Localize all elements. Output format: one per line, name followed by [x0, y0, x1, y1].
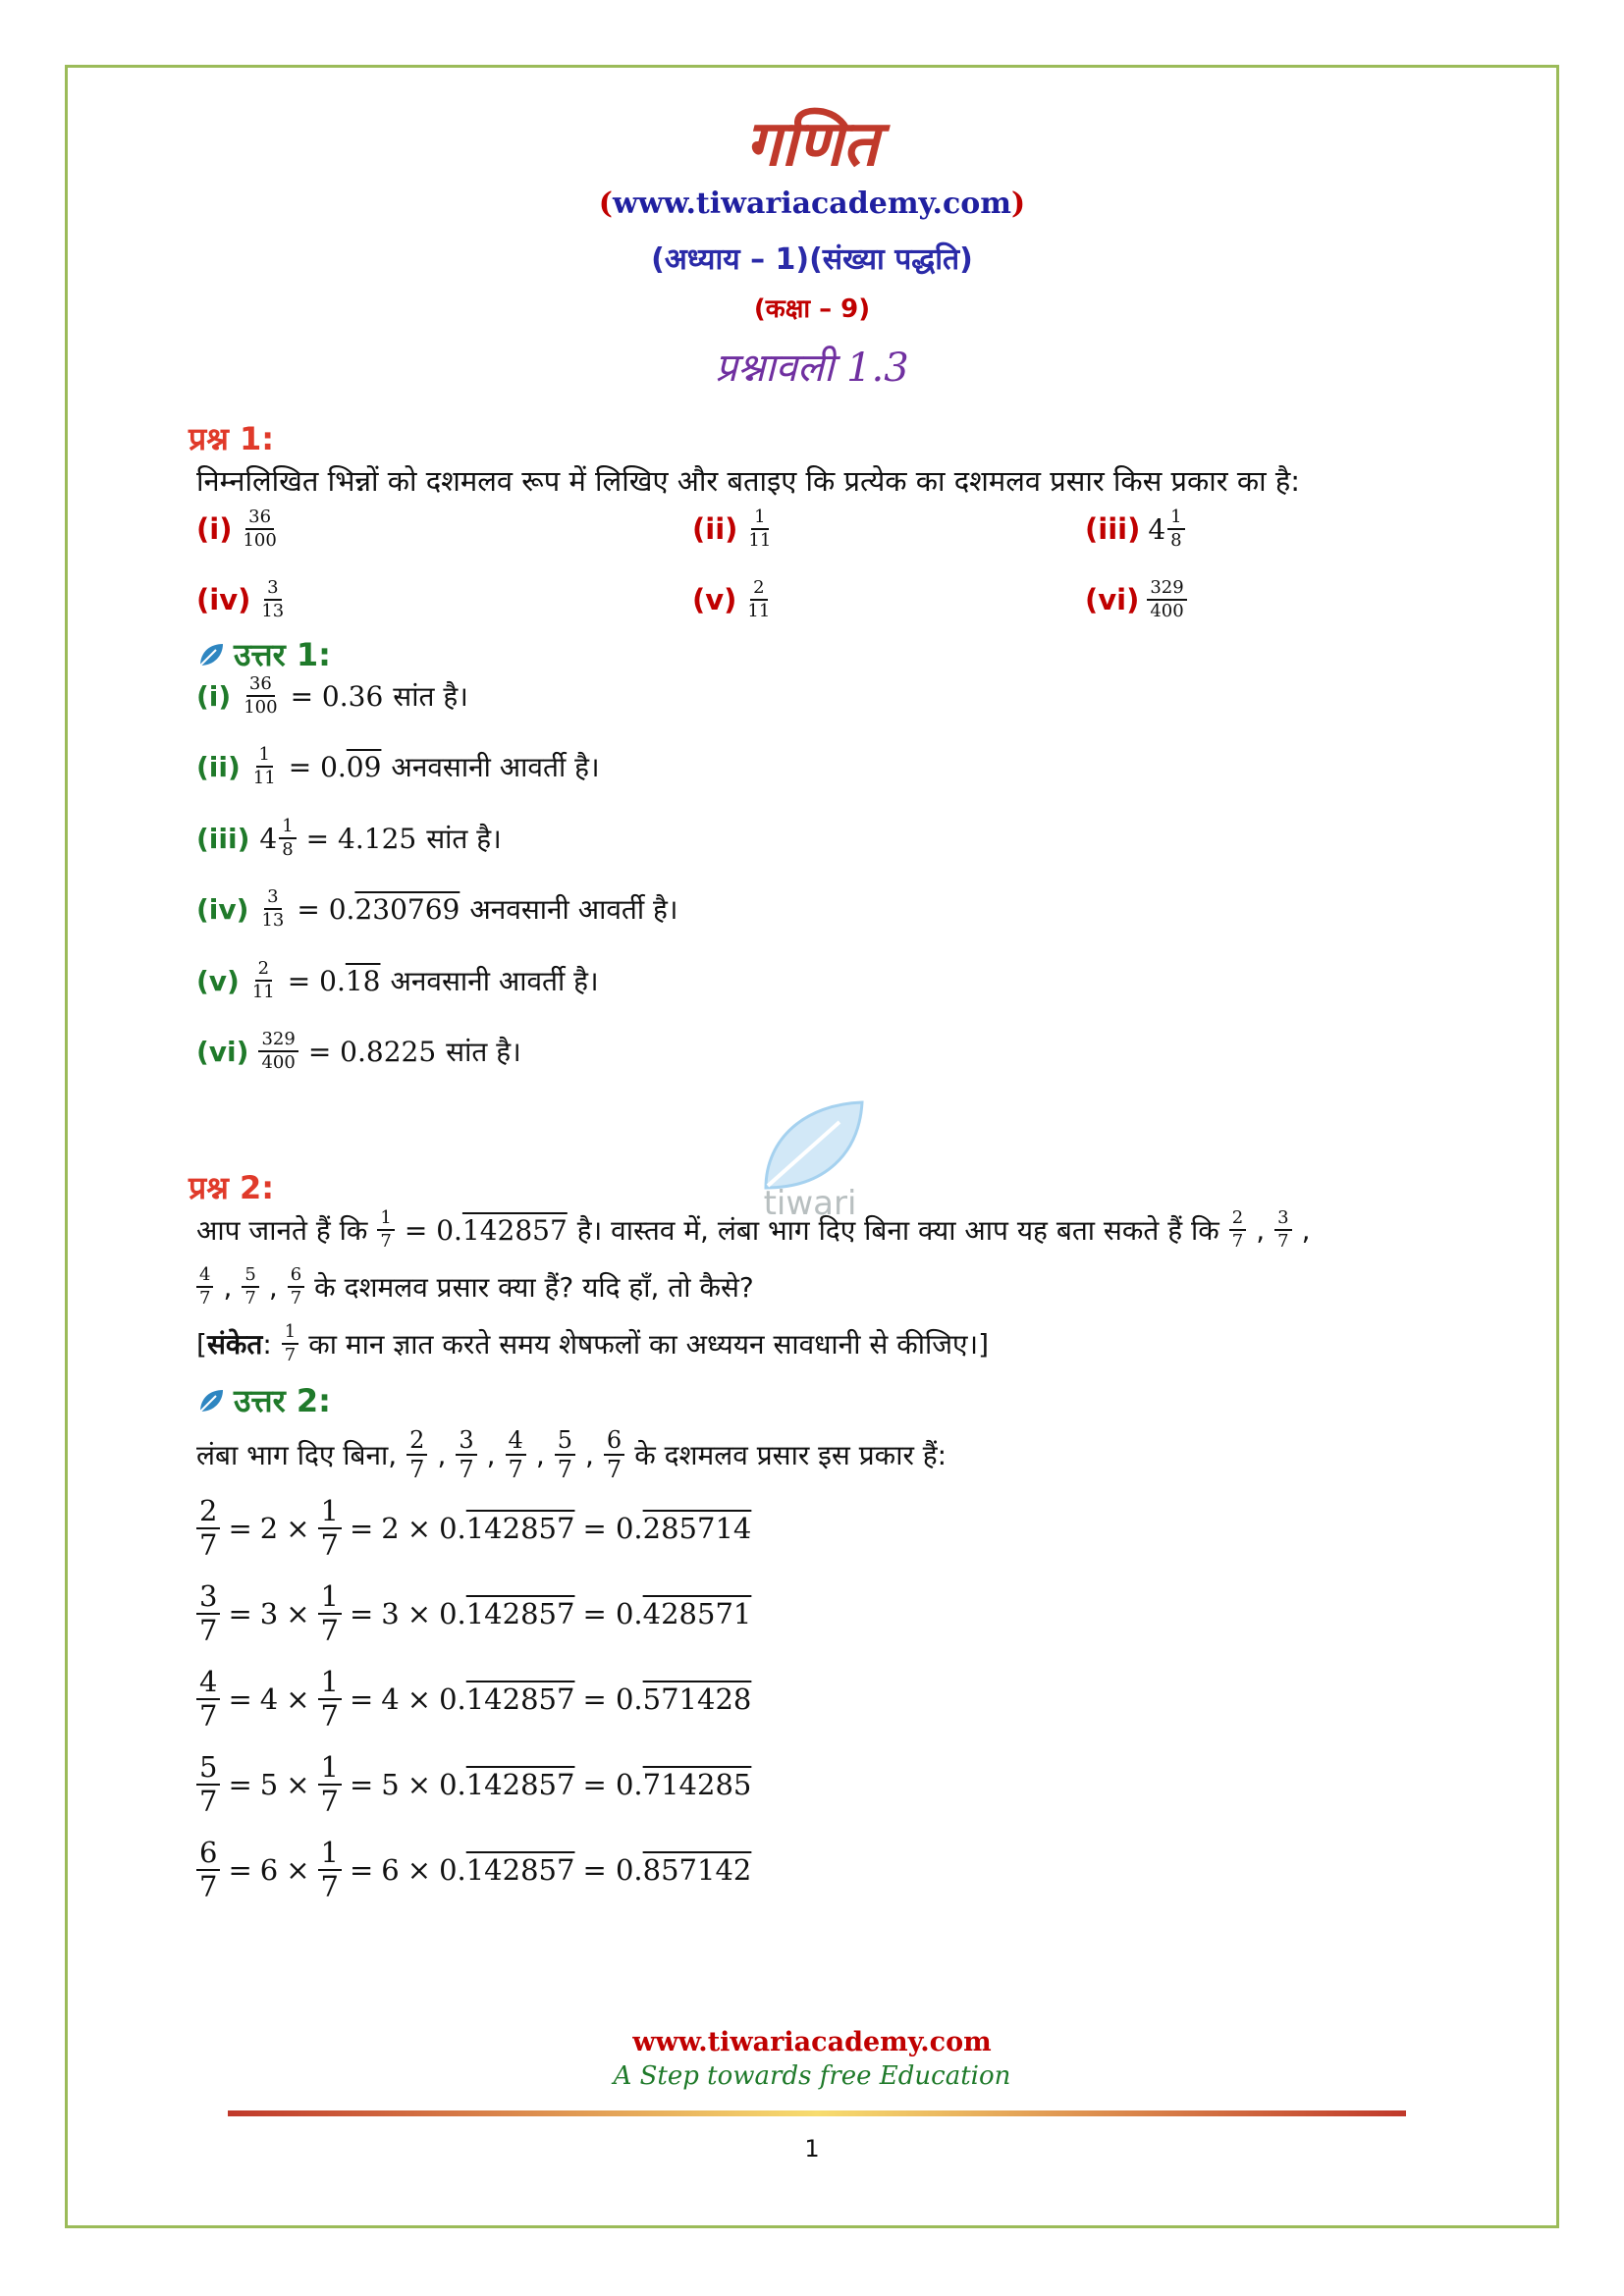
denominator: 11 — [748, 530, 772, 551]
page-number: 1 — [804, 2135, 820, 2163]
numerator: 6 — [604, 1428, 624, 1456]
numerator: 1 — [377, 1209, 394, 1231]
fraction — [318, 1665, 342, 1733]
part-label: (v) — [196, 964, 240, 997]
numerator: 6 — [196, 1839, 220, 1871]
equals-sign: = — [228, 1512, 252, 1545]
denominator: 13 — [261, 601, 285, 621]
part-label: (iv) — [196, 892, 249, 926]
part-label: (ii) — [692, 512, 738, 546]
denominator: 11 — [252, 768, 276, 788]
answer-type: अनवसानी आवर्ती है। — [391, 751, 600, 783]
numerator: 4 — [506, 1428, 526, 1456]
decimal-prefix: 0. — [439, 1853, 466, 1887]
times-sign: × — [286, 1768, 310, 1801]
denominator: 400 — [1150, 601, 1184, 621]
decimal-value — [308, 1036, 436, 1068]
numerator: 3 — [1274, 1209, 1291, 1231]
part-label: (ii) — [196, 750, 241, 783]
fraction — [242, 1266, 258, 1308]
fraction — [506, 1428, 526, 1481]
numerator: 1 — [282, 1323, 298, 1345]
q2-intro: आप जानते हैं कि — [196, 1214, 368, 1247]
equals-sign: = — [349, 1768, 374, 1801]
hint-bracket: [ — [196, 1328, 207, 1361]
decimal-prefix: = 0. — [288, 750, 347, 783]
hint-colon: : — [262, 1328, 272, 1361]
result-digits: 571428 — [642, 1682, 752, 1716]
numerator: 4 — [196, 1266, 213, 1288]
q1-part-v — [692, 579, 773, 620]
repeating-digits: 09 — [346, 750, 382, 783]
times-sign: × — [286, 1853, 310, 1887]
equals-sign: = — [228, 1597, 252, 1630]
equation-row — [196, 1665, 752, 1733]
decimal-prefix: = 0.36 — [290, 679, 384, 713]
repeating-digits: 18 — [345, 964, 381, 997]
result-digits: 714285 — [642, 1768, 752, 1801]
multiplier: 6 — [259, 1853, 279, 1887]
equals-sign: = — [228, 1768, 252, 1801]
question-2-hint — [196, 1323, 989, 1364]
denominator: 7 — [199, 1699, 218, 1733]
fraction — [196, 1579, 220, 1647]
fraction — [1167, 508, 1184, 550]
fraction — [318, 1836, 342, 1903]
decimal-prefix: = 0. — [582, 1597, 643, 1630]
multiplier: 5 — [381, 1768, 400, 1801]
question-2-heading: प्रश्न 2: — [189, 1169, 275, 1206]
part-label: (iii) — [1085, 512, 1141, 546]
fraction — [196, 1266, 213, 1308]
multiplier: 6 — [381, 1853, 400, 1887]
multiplier: 4 — [259, 1682, 279, 1716]
denominator: 7 — [320, 1870, 339, 1903]
answer-2-intro: लंबा भाग दिए बिना, $\frac{2}{7}$ , $\frac{3}{7}$ , $\frac{4}{7}$ , $\frac{5}{7}$ , $\frac{6}{7}$ के दशमलव प्रसार इस प्रकार हैं: — [196, 1426, 947, 1483]
equals-sign: = — [349, 1597, 374, 1630]
chapter-title: (अध्याय – 1)(संख्या पद्धति) — [651, 242, 973, 277]
denominator: 400 — [261, 1052, 296, 1073]
multiplier: 3 — [381, 1597, 400, 1630]
fraction — [745, 508, 774, 550]
denominator: 7 — [320, 1528, 339, 1562]
decimal-value — [297, 893, 460, 926]
decimal-prefix: = 0. — [404, 1213, 462, 1247]
q1-part-iv — [196, 579, 287, 620]
result-digits: 428571 — [642, 1597, 752, 1630]
denominator: 7 — [459, 1456, 474, 1483]
denominator: 7 — [244, 1288, 256, 1308]
numerator: 3 — [196, 1582, 220, 1615]
question-2-line-1: आप जानते हैं कि $\frac{1}{7}$ = 0.142857 है। वास्तव में, लंबा भाग दिए बिना क्या आप यह बता सकते हैं कि $\frac{2}{7}$ , $\frac{3}{7}$ , — [196, 1207, 1311, 1252]
numerator: 1 — [279, 818, 296, 839]
fraction — [258, 1031, 298, 1072]
denominator: 7 — [320, 1614, 339, 1647]
equation-row — [196, 1494, 752, 1562]
multiplier: 2 — [259, 1512, 279, 1545]
equals-sign: = — [228, 1682, 252, 1716]
repeating-digits: 142857 — [465, 1768, 575, 1801]
denominator: 7 — [320, 1699, 339, 1733]
multiplier: 3 — [259, 1597, 279, 1630]
numerator: 329 — [258, 1031, 298, 1052]
denominator: 11 — [747, 601, 771, 621]
equation-row — [196, 1836, 752, 1903]
fraction — [241, 675, 280, 717]
question-1-text: निम्नलिखित भिन्नों को दशमलव रूप में लिखिए और बताइए कि प्रत्येक का दशमलव प्रसार किस प्रकार का है: — [196, 464, 1301, 498]
decimal-prefix: = 4.125 — [305, 822, 417, 855]
a2-intro-text: लंबा भाग दिए बिना, — [196, 1439, 398, 1471]
multiplier: 4 — [381, 1682, 400, 1716]
result-digits: 285714 — [642, 1512, 752, 1545]
numerator: 5 — [242, 1266, 258, 1288]
fraction — [279, 818, 296, 859]
decimal-value — [288, 965, 381, 997]
times-sign: × — [406, 1853, 432, 1887]
site-paren-open: ( — [598, 187, 613, 221]
numerator: 5 — [196, 1753, 220, 1786]
part-label: (v) — [692, 583, 737, 616]
numerator: 36 — [246, 675, 275, 697]
times-sign: × — [406, 1597, 432, 1630]
answer-1-row — [196, 675, 468, 717]
fraction — [258, 888, 287, 930]
fraction — [1274, 1209, 1291, 1251]
decimal-prefix: = 0. — [582, 1768, 643, 1801]
denominator: 7 — [199, 1870, 218, 1903]
site-paren-close: ) — [1011, 187, 1026, 221]
equation-row — [196, 1579, 752, 1647]
denominator: 8 — [1170, 530, 1182, 551]
decimal-value — [289, 751, 382, 783]
answer-1-row — [196, 746, 600, 787]
answer-1-row — [196, 888, 677, 930]
denominator: 7 — [1277, 1231, 1289, 1252]
question-2-line-2: $\frac{4}{7}$ , $\frac{5}{7}$ , $\frac{6}{7}$ के दशमलव प्रसार क्या हैं? यदि हाँ, तो कैसे? — [196, 1266, 754, 1308]
answer-1-row — [196, 960, 599, 1001]
answer-1-row — [196, 1031, 521, 1072]
fraction — [196, 1665, 220, 1733]
repeating-digits: 142857 — [465, 1853, 575, 1887]
site-url[interactable]: www.tiwariacademy.com — [612, 187, 1012, 221]
exercise-title: प्रश्नावली 1.3 — [715, 346, 909, 391]
answer-heading-text: उत्तर 1: — [234, 636, 331, 673]
hint-text: का मान ज्ञात करते समय शेषफलों का अध्ययन सावधानी से कीजिए।] — [308, 1328, 990, 1361]
numerator: 1 — [1167, 508, 1184, 530]
decimal-value — [405, 1214, 568, 1247]
denominator: 100 — [244, 697, 278, 718]
denominator: 7 — [380, 1231, 392, 1252]
answer-heading-text: उत्तर 2: — [234, 1382, 331, 1419]
numerator: 1 — [318, 1582, 342, 1615]
page-title: गणित — [745, 108, 879, 181]
denominator: 7 — [284, 1345, 297, 1365]
numerator: 1 — [318, 1497, 342, 1529]
leaf-icon — [196, 1386, 226, 1415]
equals-sign: = — [349, 1853, 374, 1887]
decimal-prefix: 0. — [439, 1597, 466, 1630]
decimal-prefix: = 0. — [287, 964, 346, 997]
fraction — [318, 1579, 342, 1647]
answer-type: सांत है। — [393, 680, 468, 713]
equals-sign: = — [228, 1853, 252, 1887]
numerator: 5 — [555, 1428, 575, 1456]
denominator: 7 — [606, 1456, 623, 1483]
denominator: 13 — [261, 910, 285, 931]
denominator: 7 — [508, 1456, 523, 1483]
q2-question-end: के दशमलव प्रसार क्या हैं? यदि हाँ, तो कैसे? — [314, 1271, 754, 1304]
numerator: 2 — [406, 1428, 427, 1456]
fraction — [196, 1836, 220, 1903]
q1-part-iii — [1085, 508, 1185, 550]
answer-2-heading — [196, 1379, 331, 1421]
fraction — [258, 579, 287, 620]
answer-type: अनवसानी आवर्ती है। — [469, 893, 678, 926]
repeating-digits: 142857 — [461, 1213, 568, 1247]
times-sign: × — [286, 1597, 310, 1630]
part-label: (iii) — [196, 822, 250, 855]
decimal-value — [306, 823, 417, 855]
tiwari-watermark-logo — [746, 1095, 874, 1222]
denominator: 7 — [320, 1785, 339, 1818]
numerator: 3 — [456, 1428, 476, 1456]
whole-part: 4 — [259, 822, 278, 855]
fraction — [288, 1266, 304, 1308]
q1-part-i — [196, 508, 280, 550]
denominator: 100 — [243, 530, 277, 551]
fraction — [406, 1428, 427, 1481]
header-site[interactable] — [65, 187, 1559, 221]
footer-tagline: A Step towards free Education — [613, 2061, 1011, 2091]
class-label: (कक्षा – 9) — [753, 294, 871, 324]
result-digits: 857142 — [642, 1853, 752, 1887]
times-sign: × — [406, 1682, 432, 1716]
numerator: 2 — [255, 960, 272, 982]
numerator: 2 — [1229, 1209, 1246, 1231]
answer-1-row — [196, 818, 502, 859]
times-sign: × — [286, 1682, 310, 1716]
denominator: 7 — [409, 1456, 425, 1483]
denominator: 7 — [199, 1288, 211, 1308]
mixed-number — [1148, 508, 1184, 550]
answer-1-heading — [196, 633, 331, 675]
denominator: 11 — [251, 982, 275, 1002]
times-sign: × — [406, 1512, 432, 1545]
question-1-heading: प्रश्न 1: — [189, 420, 275, 457]
denominator: 7 — [557, 1456, 573, 1483]
denominator: 8 — [282, 839, 294, 860]
fraction — [249, 960, 278, 1001]
fraction — [456, 1428, 476, 1481]
fraction — [196, 1750, 220, 1818]
denominator: 7 — [290, 1288, 302, 1308]
decimal-prefix: 0. — [439, 1512, 466, 1545]
denominator: 7 — [199, 1614, 218, 1647]
whole-part: 4 — [1148, 512, 1166, 546]
decimal-prefix: = 0. — [582, 1512, 643, 1545]
mixed-number — [259, 818, 296, 859]
part-label: (i) — [196, 512, 233, 546]
numerator: 2 — [196, 1497, 220, 1529]
repeating-digits: 230769 — [354, 892, 460, 926]
q1-part-vi — [1085, 579, 1187, 620]
numerator: 1 — [318, 1839, 342, 1871]
numerator: 6 — [288, 1266, 304, 1288]
fraction — [1147, 579, 1186, 620]
numerator: 4 — [196, 1668, 220, 1700]
watermark-text: tiwari — [763, 1184, 857, 1222]
decimal-prefix: = 0. — [297, 892, 355, 926]
answer-type: सांत है। — [446, 1036, 521, 1068]
numerator: 1 — [318, 1668, 342, 1700]
decimal-prefix: = 0. — [582, 1853, 643, 1887]
fraction — [240, 508, 279, 550]
decimal-prefix: 0. — [439, 1768, 466, 1801]
times-sign: × — [286, 1512, 310, 1545]
repeating-digits: 142857 — [465, 1597, 575, 1630]
denominator: 7 — [1231, 1231, 1244, 1252]
part-label: (iv) — [196, 583, 251, 616]
fraction — [318, 1750, 342, 1818]
decimal-prefix: 0. — [439, 1682, 466, 1716]
numerator: 3 — [264, 888, 281, 910]
equals-sign: = — [349, 1512, 374, 1545]
a2-intro-end: के दशमलव प्रसार इस प्रकार हैं: — [634, 1439, 947, 1471]
fraction — [196, 1494, 220, 1562]
fraction — [1229, 1209, 1246, 1251]
numerator: 2 — [750, 579, 767, 601]
part-label: (i) — [196, 679, 232, 713]
fraction — [604, 1428, 624, 1481]
repeating-digits: 142857 — [465, 1682, 575, 1716]
hint-label: संकेत — [206, 1328, 263, 1361]
numerator: 36 — [245, 508, 274, 530]
q2-question-text: है। वास्तव में, लंबा भाग दिए बिना क्या आप यह बता सकते हैं कि — [576, 1214, 1219, 1247]
part-label: (vi) — [1085, 583, 1140, 616]
equals-sign: = — [349, 1682, 374, 1716]
denominator: 7 — [199, 1528, 218, 1562]
equation-row — [196, 1750, 752, 1818]
fraction — [744, 579, 773, 620]
decimal-prefix: = 0. — [582, 1682, 643, 1716]
leaf-icon — [196, 640, 226, 669]
fraction — [555, 1428, 575, 1481]
fraction — [318, 1494, 342, 1562]
numerator: 1 — [318, 1753, 342, 1786]
numerator: 1 — [256, 746, 273, 768]
numerator: 3 — [264, 579, 281, 601]
repeating-digits: 142857 — [465, 1512, 575, 1545]
numerator: 1 — [751, 508, 768, 530]
decimal-prefix: = 0.8225 — [307, 1035, 437, 1068]
part-label: (vi) — [196, 1035, 249, 1068]
numerator: 329 — [1147, 579, 1186, 601]
fraction — [250, 746, 279, 787]
times-sign: × — [406, 1768, 432, 1801]
footer-divider — [228, 2110, 1406, 2116]
fraction — [282, 1323, 298, 1364]
denominator: 7 — [199, 1785, 218, 1818]
answer-type: अनवसानी आवर्ती है। — [390, 965, 599, 997]
answer-type: सांत है। — [426, 823, 502, 855]
fraction — [377, 1209, 394, 1251]
multiplier: 5 — [259, 1768, 279, 1801]
q1-part-ii — [692, 508, 774, 550]
multiplier: 2 — [381, 1512, 400, 1545]
decimal-value — [291, 680, 384, 713]
footer-site-link[interactable]: www.tiwariacademy.com — [632, 2027, 992, 2057]
